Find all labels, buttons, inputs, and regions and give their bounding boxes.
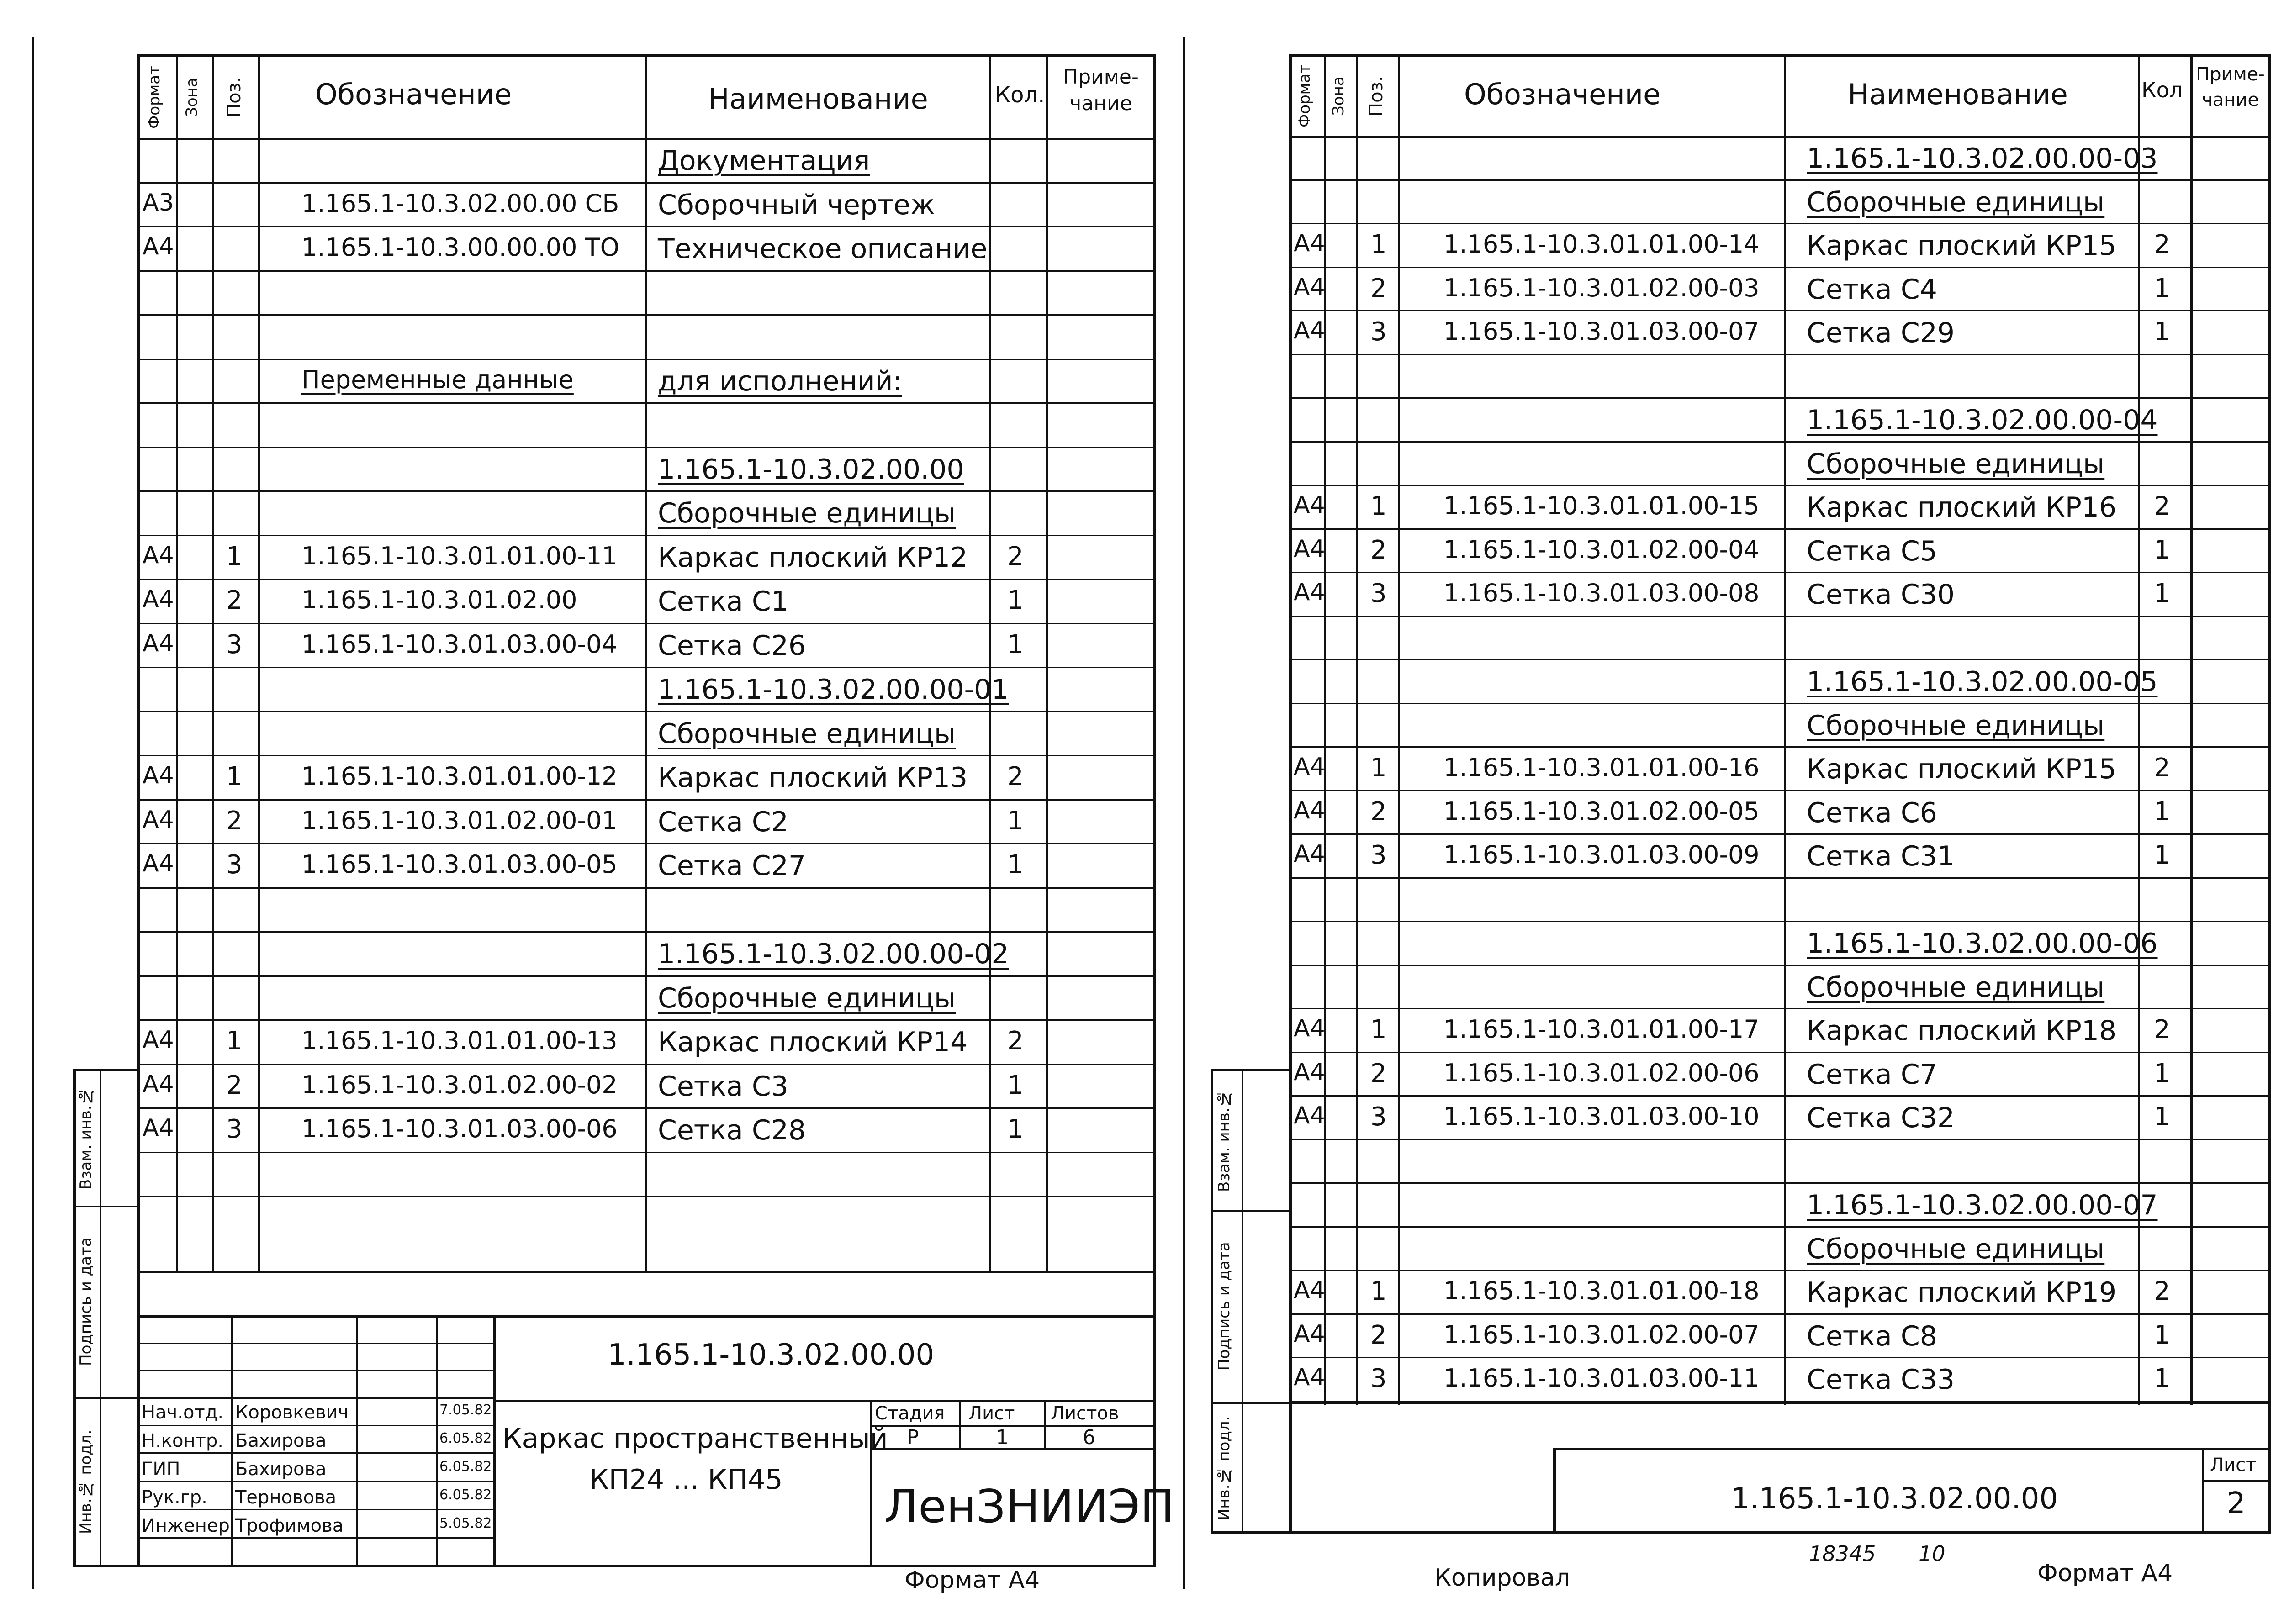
row-name: 1.165.1-10.3.02.00.00-03 (1807, 142, 2158, 174)
row-format: А4 (1294, 273, 1325, 301)
row-name: Сборочные единицы (1807, 971, 2105, 1003)
row-designation: 1.165.1-10.3.01.02.00-01 (301, 806, 618, 835)
row-format: А4 (143, 233, 174, 260)
row-quantity: 2 (2154, 1276, 2170, 1306)
row-separator (1289, 441, 2271, 443)
row-separator (137, 799, 1156, 801)
staff-role: Н.контр. (142, 1430, 223, 1451)
row-separator (137, 623, 1156, 624)
row-quantity: 1 (1007, 806, 1024, 836)
row-separator (1289, 616, 2271, 617)
right-doc-number: 1.165.1-10.3.02.00.00 (1731, 1482, 2058, 1516)
left-doc-number: 1.165.1-10.3.02.00.00 (608, 1338, 935, 1372)
row-quantity: 1 (1007, 585, 1024, 615)
row-separator (1289, 1313, 2271, 1315)
row-designation: 1.165.1-10.3.01.02.00-02 (301, 1070, 618, 1099)
stage-value: Р (907, 1426, 919, 1449)
row-separator (137, 1019, 1156, 1021)
row-format: А4 (143, 762, 174, 789)
row-quantity: 1 (1007, 1070, 1024, 1100)
sheet-value: 1 (996, 1426, 1009, 1449)
row-quantity: 2 (1007, 541, 1024, 571)
row-separator (1289, 1226, 2271, 1228)
row-name: Сетка С31 (1807, 840, 1955, 872)
row-format: А4 (1294, 1364, 1325, 1391)
row-name: Сетка С4 (1807, 273, 1937, 306)
row-name: Каркас плоский КР15 (1807, 230, 2117, 262)
row-name: Каркас плоский КР18 (1807, 1015, 2117, 1047)
row-quantity: 1 (2154, 1364, 2170, 1393)
row-format: А4 (1294, 579, 1325, 606)
row-separator (137, 535, 1156, 536)
side-label-signature: Подпись и дата (77, 1237, 95, 1366)
row-quantity: 1 (2154, 840, 2170, 870)
row-quantity: 1 (2154, 273, 2170, 303)
row-separator (1289, 877, 2271, 879)
row-designation: 1.165.1-10.3.01.02.00-05 (1443, 796, 1760, 826)
row-name: Каркас плоский КР19 (1807, 1276, 2117, 1308)
row-quantity: 1 (2154, 796, 2170, 827)
row-designation: 1.165.1-10.3.01.03.00-10 (1443, 1102, 1760, 1131)
stage-label: Стадия (875, 1403, 945, 1424)
header-name: Наименование (708, 82, 928, 116)
row-format: А4 (143, 585, 174, 613)
row-name: Каркас плоский КР16 (1807, 491, 2117, 523)
row-name: Сборочный чертеж (658, 189, 935, 221)
side-label-vzam: Взам. инв.№ (77, 1087, 95, 1190)
row-designation: 1.165.1-10.3.01.03.00-05 (301, 850, 618, 879)
archive-number: 18345 (1809, 1541, 1876, 1566)
row-quantity: 2 (1007, 1026, 1024, 1056)
copied-caption: Копировал (1434, 1564, 1570, 1592)
row-designation: 1.165.1-10.3.01.02.00-06 (1443, 1058, 1760, 1087)
staff-name: Терновова (235, 1487, 337, 1508)
row-position: 2 (1370, 273, 1387, 303)
row-separator (1289, 179, 2271, 181)
row-format: А4 (143, 1026, 174, 1054)
r-header-note: Приме-чание (2196, 64, 2265, 111)
row-quantity: 2 (2154, 1015, 2170, 1044)
left-title-line2: КП24 ... КП45 (589, 1464, 783, 1496)
row-designation: 1.165.1-10.3.01.03.00-08 (1443, 579, 1760, 607)
row-name: Сборочные единицы (658, 717, 956, 750)
row-name: Каркас плоский КР13 (658, 762, 968, 794)
row-separator (137, 314, 1156, 316)
row-designation: 1.165.1-10.3.01.01.00-13 (301, 1026, 618, 1055)
row-name: Сетка С27 (658, 850, 806, 882)
row-position: 3 (226, 1114, 243, 1144)
staff-role: Нач.отд. (142, 1402, 224, 1423)
row-format: А4 (143, 1114, 174, 1142)
sheet-label: Лист (968, 1403, 1015, 1424)
row-separator (1289, 1008, 2271, 1009)
row-name: Каркас плоский КР14 (658, 1026, 968, 1058)
row-name: 1.165.1-10.3.02.00.00-06 (1807, 928, 2158, 960)
row-name: Сетка С3 (658, 1070, 788, 1102)
staff-role: ГИП (142, 1459, 180, 1480)
row-name: Сетка С6 (1807, 796, 1937, 829)
row-designation: 1.165.1-10.3.01.02.00-04 (1443, 535, 1760, 564)
row-format: А4 (1294, 1015, 1325, 1042)
row-format: А4 (1294, 491, 1325, 519)
row-format: А4 (143, 1070, 174, 1098)
row-format: А4 (1294, 796, 1325, 824)
staff-name: Коровкевич (235, 1402, 349, 1423)
row-designation: 1.165.1-10.3.01.03.00-06 (301, 1114, 618, 1143)
row-designation: 1.165.1-10.3.01.03.00-04 (301, 629, 618, 659)
row-separator (137, 755, 1156, 756)
row-quantity: 1 (1007, 629, 1024, 659)
r-header-name: Наименование (1848, 78, 2068, 111)
row-separator (1289, 1270, 2271, 1271)
row-name: Сборочные единицы (658, 497, 956, 529)
row-position: 1 (1370, 230, 1387, 259)
row-quantity: 2 (2154, 491, 2170, 521)
row-separator (1289, 1139, 2271, 1140)
row-designation: 1.165.1-10.3.00.00.00 ТО (301, 233, 620, 262)
r-header-format: Формат (1295, 64, 1314, 128)
row-separator (137, 711, 1156, 712)
header-pos: Поз. (224, 77, 245, 118)
header-zone: Зона (183, 78, 201, 117)
row-separator (1289, 310, 2271, 311)
row-name: Сборочные единицы (1807, 709, 2105, 742)
row-separator (137, 931, 1156, 933)
row-name: Сетка С7 (1807, 1058, 1937, 1091)
row-name: Документация (658, 145, 870, 177)
row-format: А4 (1294, 1320, 1325, 1348)
right-sheet-value: 2 (2227, 1487, 2246, 1520)
header-qty: Кол. (995, 82, 1045, 108)
row-format: А4 (1294, 535, 1325, 563)
row-separator (137, 447, 1156, 448)
row-separator (1289, 397, 2271, 399)
row-name: Сетка С33 (1807, 1364, 1955, 1396)
row-separator (1289, 223, 2271, 224)
row-designation: 1.165.1-10.3.01.02.00 (301, 585, 577, 614)
row-separator (1289, 354, 2271, 355)
left-format-caption: Формат А4 (904, 1566, 1040, 1594)
row-quantity: 1 (2154, 1058, 2170, 1088)
row-separator (137, 359, 1156, 360)
row-name: 1.165.1-10.3.02.00.00-04 (1807, 404, 2158, 436)
sheets-value: 6 (1083, 1426, 1095, 1449)
row-designation: 1.165.1-10.3.01.01.00-15 (1443, 491, 1760, 520)
row-name: Сборочные единицы (1807, 186, 2105, 218)
row-position: 3 (226, 850, 243, 880)
row-separator (1289, 572, 2271, 573)
row-quantity: 2 (2154, 753, 2170, 783)
row-designation: 1.165.1-10.3.01.01.00-11 (301, 541, 618, 570)
staff-date: 7.05.82 (439, 1402, 492, 1418)
row-position: 1 (226, 541, 243, 571)
header-format: Формат (145, 66, 164, 129)
row-separator (1289, 833, 2271, 835)
row-separator (1289, 528, 2271, 530)
header-note: Приме-чание (1063, 65, 1139, 115)
archive-page: 10 (1919, 1541, 1946, 1566)
row-name: Сетка С26 (658, 629, 806, 662)
row-position: 3 (1370, 1102, 1387, 1132)
row-separator (1289, 267, 2271, 268)
row-separator (137, 1152, 1156, 1153)
r-header-designation: Обозначение (1464, 78, 1661, 111)
row-quantity: 2 (1007, 762, 1024, 791)
row-separator (1289, 921, 2271, 922)
row-name: Сетка С30 (1807, 579, 1955, 611)
row-name: Сетка С8 (1807, 1320, 1937, 1352)
right-sheet-label: Лист (2210, 1455, 2257, 1476)
row-position: 1 (226, 762, 243, 791)
r-side-label-vzam: Взам. инв.№ (1215, 1089, 1233, 1192)
row-name: Сетка С5 (1807, 535, 1937, 567)
row-position: 1 (1370, 1276, 1387, 1306)
row-name: Сетка С29 (1807, 317, 1955, 349)
row-position: 2 (226, 806, 243, 836)
right-format-caption: Формат А4 (2037, 1560, 2173, 1587)
staff-date: 6.05.82 (439, 1459, 492, 1475)
row-quantity: 1 (1007, 1114, 1024, 1144)
row-format: А4 (143, 541, 174, 569)
row-position: 2 (1370, 1058, 1387, 1088)
row-quantity: 1 (1007, 850, 1024, 880)
row-separator (137, 843, 1156, 844)
row-name: Сборочные единицы (1807, 448, 2105, 480)
row-designation: 1.165.1-10.3.01.02.00-03 (1443, 273, 1760, 302)
row-position: 1 (226, 1026, 243, 1056)
row-name: 1.165.1-10.3.02.00.00-07 (1807, 1189, 2158, 1221)
row-position: 3 (1370, 317, 1387, 347)
row-designation: 1.165.1-10.3.01.03.00-07 (1443, 317, 1760, 346)
left-title-line1: Каркас пространственный (502, 1423, 888, 1455)
row-designation: 1.165.1-10.3.01.01.00-14 (1443, 230, 1760, 258)
row-format: А3 (143, 189, 174, 216)
header-designation: Обозначение (315, 78, 512, 111)
row-separator (137, 182, 1156, 184)
left-edge-line (32, 37, 34, 1589)
row-separator (137, 270, 1156, 272)
row-name: Каркас плоский КР15 (1807, 753, 2117, 785)
row-separator (1289, 1052, 2271, 1053)
row-separator (137, 1107, 1156, 1109)
row-position: 1 (1370, 491, 1387, 521)
row-name: Каркас плоский КР12 (658, 541, 968, 574)
row-format: А4 (1294, 317, 1325, 344)
row-name: Сетка С28 (658, 1114, 806, 1146)
row-name: 1.165.1-10.3.02.00.00-02 (658, 938, 1009, 970)
sheets-label: Листов (1051, 1403, 1119, 1424)
row-separator (1289, 746, 2271, 748)
row-quantity: 1 (2154, 535, 2170, 565)
row-name: Сетка С32 (1807, 1102, 1955, 1134)
row-format: А4 (1294, 1058, 1325, 1086)
r-header-qty: Кол (2141, 78, 2183, 102)
row-position: 2 (226, 585, 243, 615)
r-side-label-signature: Подпись и дата (1215, 1242, 1233, 1371)
row-position: 2 (1370, 535, 1387, 565)
row-separator (137, 490, 1156, 492)
row-separator (1289, 790, 2271, 791)
row-separator (1289, 965, 2271, 966)
staff-name: Бахирова (235, 1430, 327, 1451)
row-name: Техническое описание (658, 233, 988, 265)
row-separator (1289, 703, 2271, 704)
row-position: 3 (1370, 579, 1387, 608)
row-separator (137, 1064, 1156, 1065)
row-separator (1289, 1095, 2271, 1097)
row-format: А4 (1294, 230, 1325, 257)
row-name: Сетка С2 (658, 806, 788, 838)
row-designation: 1.165.1-10.3.01.03.00-09 (1443, 840, 1760, 869)
row-format: А4 (143, 629, 174, 657)
row-position: 2 (1370, 796, 1387, 827)
row-separator (137, 975, 1156, 977)
staff-name: Трофимова (235, 1515, 344, 1536)
row-separator (137, 1196, 1156, 1197)
row-separator (137, 887, 1156, 889)
staff-name: Бахирова (235, 1459, 327, 1480)
row-separator (137, 579, 1156, 580)
row-format: А4 (143, 850, 174, 877)
row-designation: 1.165.1-10.3.01.01.00-18 (1443, 1276, 1760, 1305)
staff-date: 5.05.82 (439, 1515, 492, 1531)
row-name: Сетка С1 (658, 585, 788, 617)
row-separator (1289, 485, 2271, 486)
row-name: 1.165.1-10.3.02.00.00-05 (1807, 666, 2158, 698)
row-designation: Переменные данные (301, 365, 574, 394)
row-position: 3 (226, 629, 243, 659)
r-header-zone: Зона (1329, 76, 1348, 116)
row-quantity: 1 (2154, 1102, 2170, 1132)
org-name: ЛенЗНИИЭП (884, 1480, 1175, 1533)
row-separator (137, 667, 1156, 668)
row-position: 1 (1370, 1015, 1387, 1044)
row-format: А4 (1294, 753, 1325, 780)
row-position: 2 (1370, 1320, 1387, 1350)
row-designation: 1.165.1-10.3.01.03.00-11 (1443, 1364, 1760, 1392)
row-name: Сборочные единицы (658, 982, 956, 1014)
row-designation: 1.165.1-10.3.01.01.00-12 (301, 762, 618, 791)
staff-date: 6.05.82 (439, 1430, 492, 1446)
row-position: 3 (1370, 1364, 1387, 1393)
row-format: А4 (1294, 1276, 1325, 1304)
row-separator (137, 226, 1156, 227)
row-name: Сборочные единицы (1807, 1233, 2105, 1265)
row-format: А4 (143, 806, 174, 833)
row-name: 1.165.1-10.3.02.00.00-01 (658, 674, 1009, 706)
r-side-label-inv-podl: Инв.№ подл. (1215, 1416, 1233, 1521)
row-separator (137, 402, 1156, 404)
row-separator (1289, 1182, 2271, 1184)
row-name: 1.165.1-10.3.02.00.00 (658, 453, 964, 485)
r-header-pos: Поз. (1366, 76, 1387, 116)
row-designation: 1.165.1-10.3.02.00.00 СБ (301, 189, 619, 218)
row-position: 2 (226, 1070, 243, 1100)
row-position: 1 (1370, 753, 1387, 783)
row-position: 3 (1370, 840, 1387, 870)
row-designation: 1.165.1-10.3.01.01.00-17 (1443, 1015, 1760, 1044)
staff-role: Рук.гр. (142, 1487, 207, 1508)
row-designation: 1.165.1-10.3.01.02.00-07 (1443, 1320, 1760, 1349)
row-format: А4 (1294, 1102, 1325, 1129)
row-designation: 1.165.1-10.3.01.01.00-16 (1443, 753, 1760, 782)
row-quantity: 1 (2154, 579, 2170, 608)
staff-role: Инженер (142, 1515, 230, 1536)
row-format: А4 (1294, 840, 1325, 868)
row-separator (1289, 659, 2271, 660)
side-label-inv-podl: Инв.№ подл. (77, 1429, 95, 1534)
row-quantity: 1 (2154, 317, 2170, 347)
row-quantity: 1 (2154, 1320, 2170, 1350)
row-name: для исполнений: (658, 365, 902, 397)
row-quantity: 2 (2154, 230, 2170, 259)
staff-date: 6.05.82 (439, 1487, 492, 1503)
page-fold-line (1183, 37, 1185, 1589)
row-separator (1289, 1357, 2271, 1358)
